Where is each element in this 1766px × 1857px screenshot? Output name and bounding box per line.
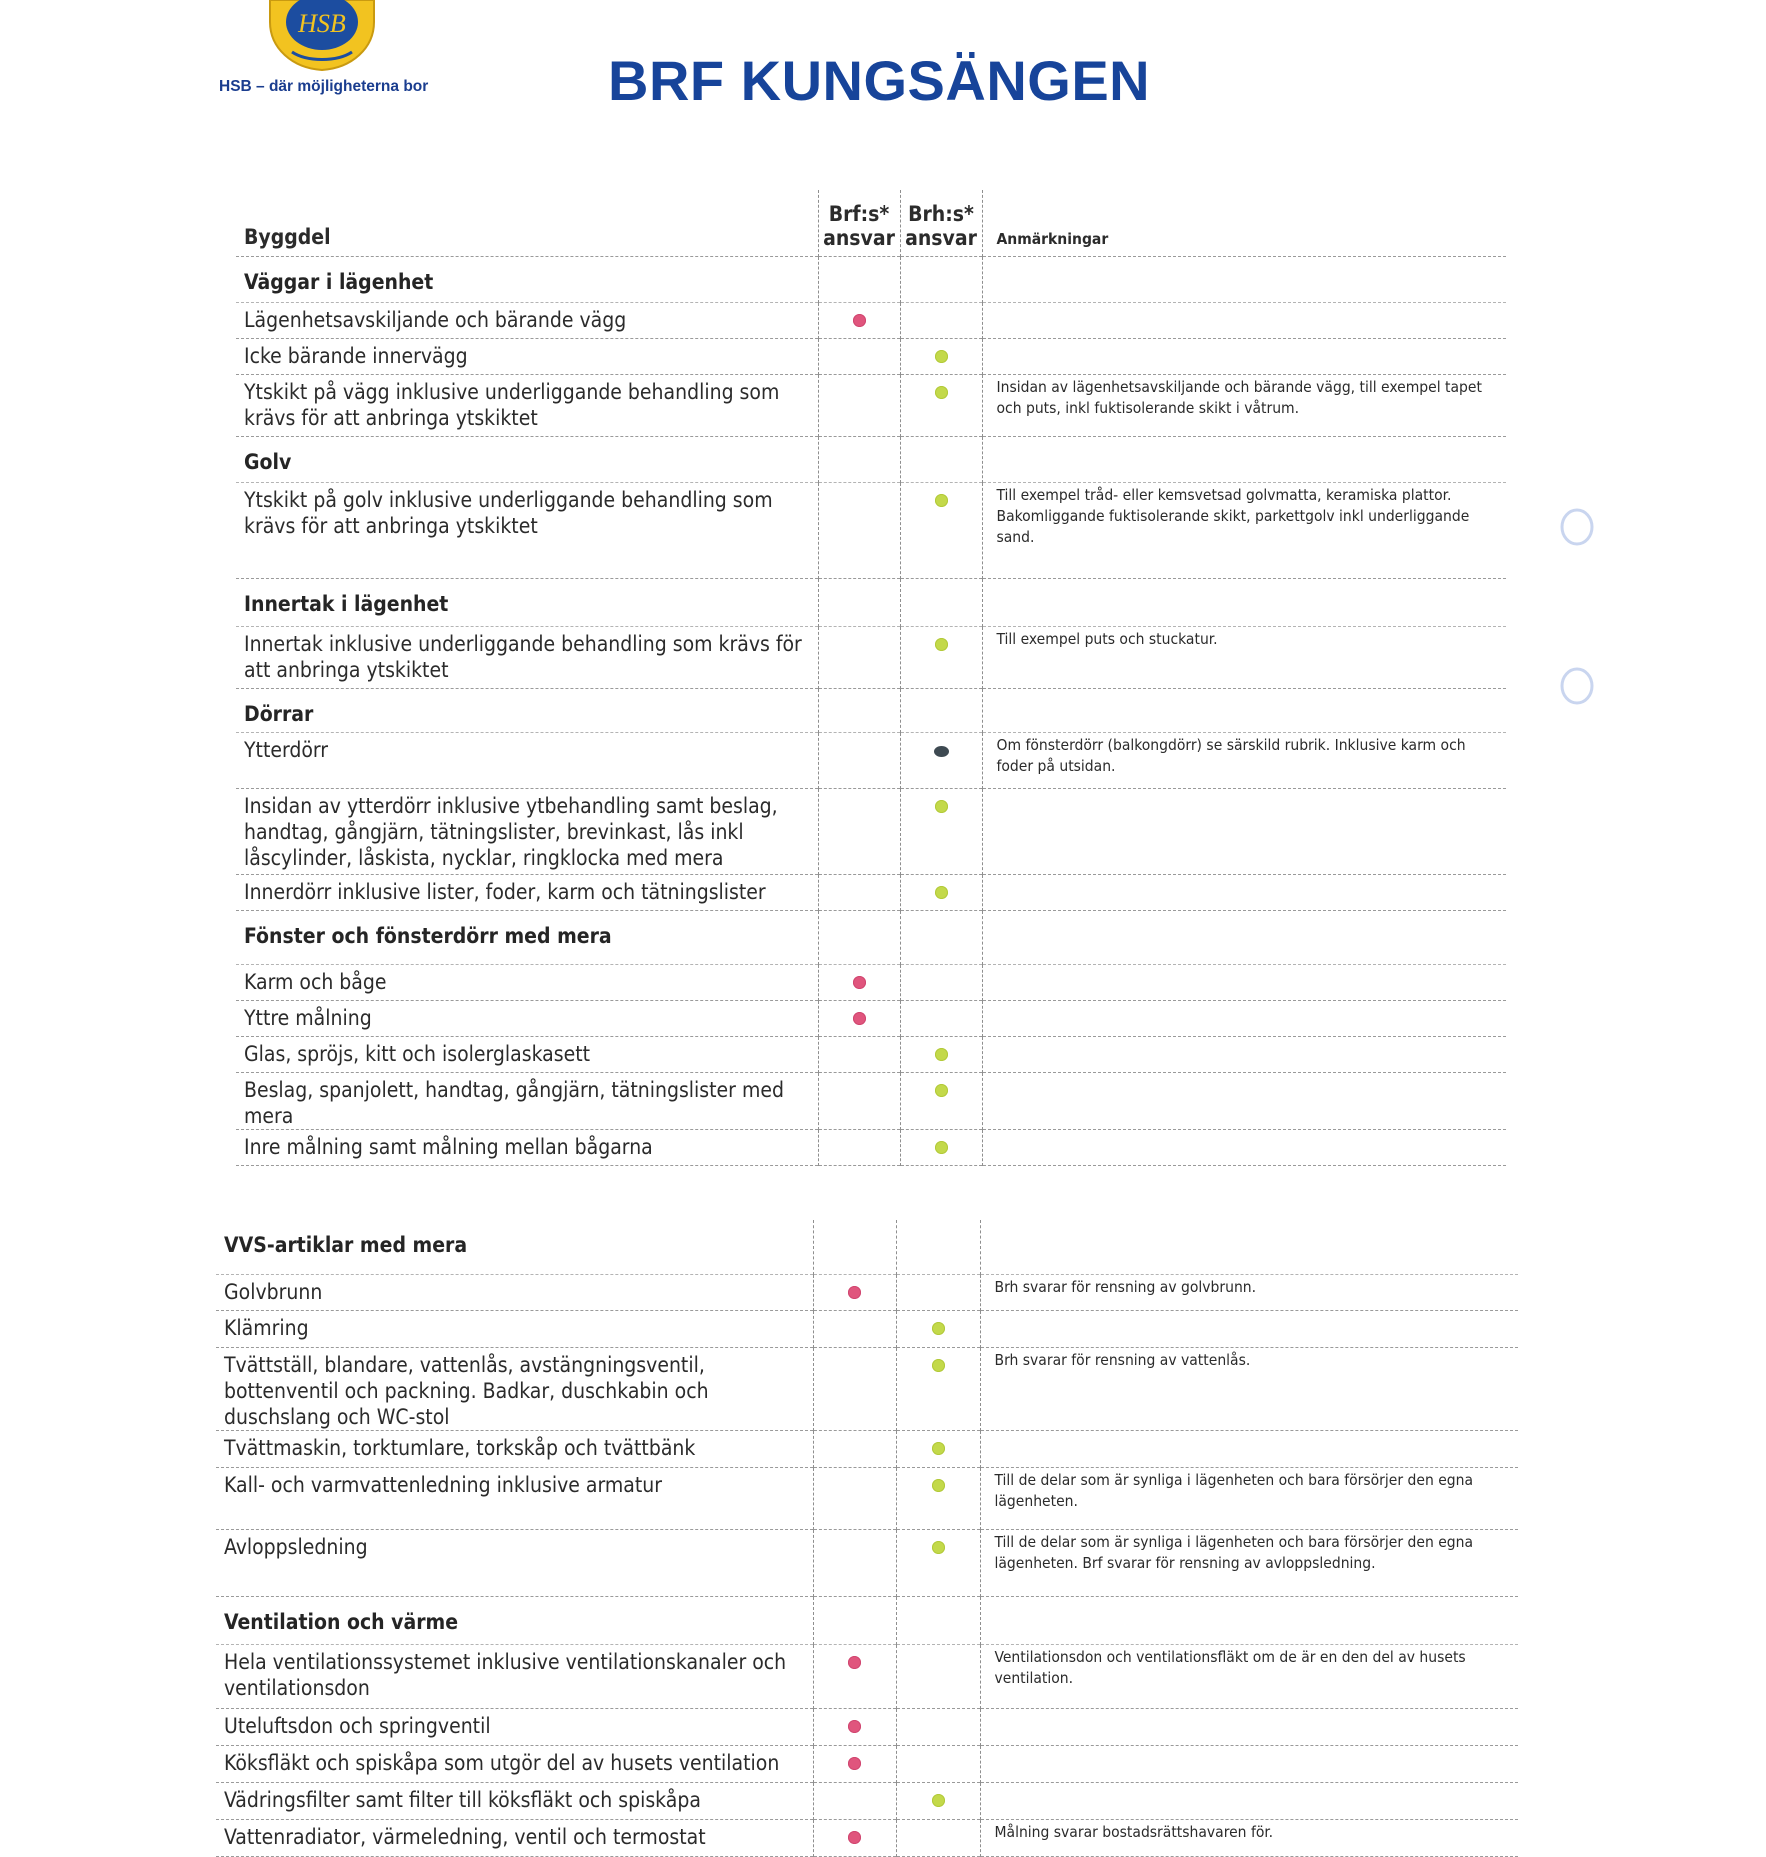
- brh-cell: [900, 1000, 982, 1036]
- brh-responsibility-dot-icon: [935, 1084, 948, 1097]
- hsb-tagline: HSB – där möjligheterna bor: [219, 78, 429, 95]
- header-brh-line2: ansvar: [905, 225, 977, 250]
- note-cell: [980, 1596, 1518, 1644]
- anmarkning-cell: Målning svarar bostadsrättshavaren för.: [994, 1822, 1274, 1841]
- byggdel-cell: Ytskikt på vägg inklusive underliggande behandling som krävs för att anbringa ytskiktet: [236, 374, 818, 436]
- brh-responsibility-dot-icon: [935, 800, 948, 813]
- brh-cell: [896, 1782, 980, 1819]
- brh-cell: [900, 732, 982, 788]
- brf-cell: [818, 1036, 900, 1072]
- anmarkning-cell: Insidan av lägenhetsavskiljande och bärande vägg, till exempel tapet och puts, inkl fuktisolerande skikt i våtrum.: [996, 377, 1482, 417]
- brh-responsibility-dot-icon: [935, 886, 948, 899]
- anmarkning-cell: [982, 788, 1506, 874]
- byggdel-cell: Hela ventilationssystemet inklusive ventilationskanaler och ventilationsdon: [216, 1644, 813, 1708]
- brh-responsibility-dot-icon: [935, 638, 948, 651]
- header-byggdel: Byggdel: [236, 190, 818, 256]
- brh-cell: [900, 482, 982, 578]
- brh-cell: [900, 1129, 982, 1165]
- logo-lettering: HSB: [298, 9, 346, 38]
- brh-responsibility-dot-icon: [932, 1479, 945, 1492]
- brf-cell: [813, 1745, 896, 1782]
- anmarkning-cell: Om fönsterdörr (balkongdörr) se särskild rubrik. Inklusive karm och foder på utsidan.: [996, 735, 1466, 775]
- punch-hole-icon: [1559, 508, 1595, 546]
- note-cell: [982, 578, 1506, 626]
- byggdel-cell: Vattenradiator, värmeledning, ventil och termostat: [216, 1819, 813, 1856]
- table-row: [236, 626, 1506, 688]
- brf-cell: [813, 1708, 896, 1745]
- byggdel-cell: Yttre målning: [236, 1000, 818, 1036]
- brh-cell: [896, 1819, 980, 1856]
- brh-cell: [896, 1347, 980, 1430]
- byggdel-cell: Ytterdörr: [236, 732, 818, 788]
- table-row: [216, 1644, 1518, 1708]
- table-row: [236, 964, 1506, 1000]
- brh-cell: [900, 302, 982, 338]
- header-brf-line2: ansvar: [823, 225, 895, 250]
- note-cell: [982, 688, 1506, 732]
- brh-cell: [900, 256, 982, 302]
- brf-cell: [818, 964, 900, 1000]
- brh-responsibility-dot-icon: [935, 386, 948, 399]
- byggdel-cell: Innertak inklusive underliggande behandling som krävs för att anbringa ytskiktet: [236, 626, 818, 688]
- brh-cell: [896, 1708, 980, 1745]
- brh-cell: [900, 1072, 982, 1129]
- anmarkning-cell: Till exempel puts och stuckatur.: [996, 629, 1218, 648]
- brf-cell: [813, 1819, 896, 1856]
- table-row: [236, 302, 1506, 338]
- brh-cell: [896, 1529, 980, 1596]
- brh-responsibility-dot-icon: [932, 1541, 945, 1554]
- byggdel-cell: Tvättmaskin, torktumlare, torkskåp och tvättbänk: [216, 1430, 813, 1467]
- table-row: [216, 1274, 1518, 1310]
- table-row: [216, 1745, 1518, 1782]
- note-cell: [982, 436, 1506, 482]
- table-row: [236, 1000, 1506, 1036]
- anmarkning-cell: [982, 874, 1506, 910]
- section-heading: Innertak i lägenhet: [236, 578, 818, 626]
- brh-cell: [900, 910, 982, 964]
- byggdel-cell: Beslag, spanjolett, handtag, gångjärn, tätningslister med mera: [236, 1072, 818, 1129]
- anmarkning-cell: [982, 1000, 1506, 1036]
- brh-cell: [896, 1430, 980, 1467]
- byggdel-cell: Insidan av ytterdörr inklusive ytbehandling samt beslag, handtag, gångjärn, tätningslister, brevinkast, lås inkl låscylinder, låskista, nycklar, ringklocka med mera: [236, 788, 818, 874]
- header-brh-ansvar: [900, 190, 982, 256]
- brf-cell: [818, 732, 900, 788]
- table-row: [236, 732, 1506, 788]
- byggdel-cell: Avloppsledning: [216, 1529, 813, 1596]
- anmarkning-cell: [980, 1310, 1518, 1347]
- section-row: [236, 910, 1506, 964]
- section-heading: VVS-artiklar med mera: [216, 1220, 813, 1274]
- byggdel-cell: Kall- och varmvattenledning inklusive armatur: [216, 1467, 813, 1529]
- brh-cell: [900, 338, 982, 374]
- brf-cell: [813, 1220, 896, 1274]
- table-row: [236, 338, 1506, 374]
- byggdel-cell: Lägenhetsavskiljande och bärande vägg: [236, 302, 818, 338]
- brh-responsibility-dot-icon: [935, 350, 948, 363]
- header-anmarkningar: Anmärkningar: [996, 229, 1109, 248]
- header-brf-ansvar: [818, 190, 900, 256]
- brh-cell: [896, 1596, 980, 1644]
- brf-cell: [818, 256, 900, 302]
- section-row: [236, 688, 1506, 732]
- brf-cell: [818, 338, 900, 374]
- section-row: [216, 1596, 1518, 1644]
- byggdel-cell: Köksfläkt och spiskåpa som utgör del av husets ventilation: [216, 1745, 813, 1782]
- anmarkning-cell: [982, 1072, 1506, 1129]
- byggdel-cell: Innerdörr inklusive lister, foder, karm och tätningslister: [236, 874, 818, 910]
- section-heading: Dörrar: [236, 688, 818, 732]
- byggdel-cell: Vädringsfilter samt filter till köksfläkt och spiskåpa: [216, 1782, 813, 1819]
- brh-cell: [900, 688, 982, 732]
- brh-cell: [896, 1745, 980, 1782]
- anmarkning-cell: [980, 1782, 1518, 1819]
- header-brf-line1: Brf:s*: [828, 201, 890, 226]
- brh-cell: [896, 1220, 980, 1274]
- hsb-logo: [262, 0, 382, 72]
- brf-cell: [818, 1129, 900, 1165]
- brf-cell: [818, 482, 900, 578]
- brf-cell: [818, 788, 900, 874]
- brf-cell: [818, 302, 900, 338]
- brh-responsibility-dot-icon: [935, 494, 948, 507]
- brh-cell: [900, 1036, 982, 1072]
- brh-cell: [896, 1274, 980, 1310]
- brf-responsibility-dot-icon: [853, 976, 866, 989]
- brf-responsibility-dot-icon: [853, 1012, 866, 1025]
- brf-responsibility-dot-icon: [848, 1286, 861, 1299]
- anmarkning-cell: [980, 1708, 1518, 1745]
- brf-cell: [818, 688, 900, 732]
- table-row: [236, 1072, 1506, 1129]
- table-row: [236, 374, 1506, 436]
- brf-cell: [813, 1782, 896, 1819]
- table-row: [216, 1430, 1518, 1467]
- brf-cell: [818, 626, 900, 688]
- byggdel-cell: Klämring: [216, 1310, 813, 1347]
- anmarkning-cell: [982, 1036, 1506, 1072]
- table-row: [216, 1347, 1518, 1430]
- brf-responsibility-dot-icon: [848, 1656, 861, 1669]
- brh-responsibility-dot-icon: [935, 1141, 948, 1154]
- byggdel-cell: Karm och båge: [236, 964, 818, 1000]
- brf-responsibility-dot-icon: [848, 1831, 861, 1844]
- brf-cell: [818, 374, 900, 436]
- brf-responsibility-dot-icon: [848, 1720, 861, 1733]
- brf-cell: [813, 1310, 896, 1347]
- brh-responsibility-dot-icon: [932, 1359, 945, 1372]
- brf-cell: [813, 1347, 896, 1430]
- brh-cell: [900, 626, 982, 688]
- brf-cell: [813, 1644, 896, 1708]
- byggdel-cell: Golvbrunn: [216, 1274, 813, 1310]
- anmarkning-cell: Brh svarar för rensning av golvbrunn.: [994, 1277, 1257, 1296]
- brf-cell: [818, 1072, 900, 1129]
- table-row: [216, 1782, 1518, 1819]
- note-cell: [982, 910, 1506, 964]
- brh-responsibility-dot-icon: [932, 1322, 945, 1335]
- anmarkning-cell: Till de delar som är synliga i lägenheten och bara försörjer den egna lägenheten. Brf svarar för rensning av avloppsledning.: [994, 1532, 1474, 1572]
- anmarkning-cell: Ventilationsdon och ventilationsfläkt om de är en den del av husets ventilation.: [994, 1647, 1466, 1687]
- anmarkning-cell: [982, 338, 1506, 374]
- byggdel-cell: Uteluftsdon och springventil: [216, 1708, 813, 1745]
- brf-responsibility-dot-icon: [848, 1757, 861, 1770]
- byggdel-cell: Tvättställ, blandare, vattenlås, avstängningsventil, bottenventil och packning. Badkar, duschkabin och duschslang och WC-stol: [216, 1347, 813, 1430]
- brf-cell: [813, 1596, 896, 1644]
- anmarkning-cell: [980, 1745, 1518, 1782]
- section-heading: Golv: [236, 436, 818, 482]
- table-row: [236, 874, 1506, 910]
- brf-cell: [818, 910, 900, 964]
- table-header-row: [236, 190, 1506, 256]
- anmarkning-cell: [982, 964, 1506, 1000]
- section-row: [236, 256, 1506, 302]
- table-row: [216, 1310, 1518, 1347]
- brh-cell: [900, 578, 982, 626]
- brh-responsibility-dot-icon: [932, 1794, 945, 1807]
- table-row: [236, 1036, 1506, 1072]
- header-brh-line1: Brh:s*: [908, 201, 974, 226]
- byggdel-cell: Icke bärande innervägg: [236, 338, 818, 374]
- anmarkning-cell: [982, 1129, 1506, 1165]
- byggdel-cell: Inre målning samt målning mellan bågarna: [236, 1129, 818, 1165]
- note-cell: [982, 256, 1506, 302]
- page-title: BRF KUNGSÄNGEN: [608, 49, 1151, 112]
- section-heading: Väggar i lägenhet: [236, 256, 818, 302]
- brf-cell: [813, 1274, 896, 1310]
- brh-cell: [896, 1310, 980, 1347]
- responsibility-table-installations: [216, 1220, 1518, 1857]
- brf-cell: [818, 1000, 900, 1036]
- brf-cell: [813, 1529, 896, 1596]
- table-row: [216, 1467, 1518, 1529]
- brh-cell: [900, 964, 982, 1000]
- table-row: [216, 1708, 1518, 1745]
- anmarkning-cell: Till exempel tråd- eller kemsvetsad golvmatta, keramiska plattor. Bakomliggande fuktisolerande skikt, parkettgolv inkl underliggande sand.: [996, 485, 1470, 546]
- table-row: [236, 1129, 1506, 1165]
- brh-cell: [896, 1644, 980, 1708]
- table-row: [236, 482, 1506, 578]
- anmarkning-cell: [980, 1430, 1518, 1467]
- anmarkning-cell: [982, 302, 1506, 338]
- table-row: [216, 1529, 1518, 1596]
- brh-responsibility-dot-icon: [935, 1048, 948, 1061]
- brf-responsibility-dot-icon: [853, 314, 866, 327]
- brf-cell: [818, 874, 900, 910]
- brh-cell: [900, 374, 982, 436]
- section-row: [216, 1220, 1518, 1274]
- brh-responsibility-dark-dot-icon: [934, 746, 949, 757]
- anmarkning-cell: Brh svarar för rensning av vattenlås.: [994, 1350, 1251, 1369]
- brh-cell: [900, 788, 982, 874]
- brf-cell: [813, 1467, 896, 1529]
- section-heading: Ventilation och värme: [216, 1596, 813, 1644]
- section-row: [236, 436, 1506, 482]
- brh-cell: [900, 436, 982, 482]
- responsibility-table-building: [236, 190, 1506, 1166]
- anmarkning-cell: Till de delar som är synliga i lägenheten och bara försörjer den egna lägenheten.: [994, 1470, 1474, 1510]
- brh-cell: [896, 1467, 980, 1529]
- punch-hole-icon: [1559, 667, 1595, 705]
- brf-cell: [818, 578, 900, 626]
- section-heading: Fönster och fönsterdörr med mera: [236, 910, 818, 964]
- section-row: [236, 578, 1506, 626]
- brh-responsibility-dot-icon: [932, 1442, 945, 1455]
- brf-cell: [813, 1430, 896, 1467]
- brh-cell: [900, 874, 982, 910]
- byggdel-cell: Glas, spröjs, kitt och isolerglaskasett: [236, 1036, 818, 1072]
- byggdel-cell: Ytskikt på golv inklusive underliggande behandling som krävs för att anbringa ytskiktet: [236, 482, 818, 578]
- table-row: [236, 788, 1506, 874]
- note-cell: [980, 1220, 1518, 1274]
- brf-cell: [818, 436, 900, 482]
- table-row: [216, 1819, 1518, 1856]
